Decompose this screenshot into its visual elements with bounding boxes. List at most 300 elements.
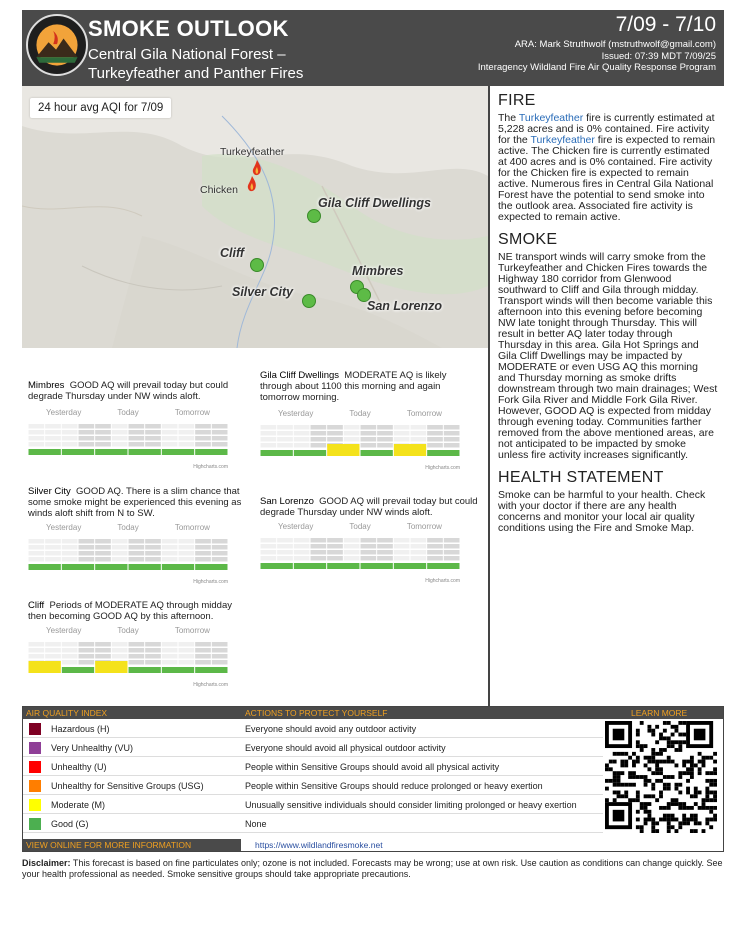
qr-module	[702, 802, 706, 806]
qr-module	[640, 825, 644, 829]
qr-module	[659, 752, 663, 756]
qr-module	[675, 829, 679, 833]
qr-module	[690, 763, 694, 767]
aqi-grid-cell	[394, 556, 410, 561]
qr-module	[713, 752, 717, 756]
aqi-bar-moderate	[29, 661, 61, 673]
disclaimer-label: Disclaimer:	[22, 858, 71, 868]
qr-module	[698, 821, 702, 825]
aqi-category: Moderate (M)	[51, 800, 106, 810]
qr-module	[690, 829, 694, 833]
qr-module	[613, 798, 617, 802]
program-logo	[26, 14, 88, 76]
aqi-grid-cell	[195, 436, 211, 441]
qr-module	[671, 775, 675, 779]
qr-module	[636, 733, 640, 737]
cliff-marker[interactable]	[250, 258, 264, 272]
qr-module	[659, 760, 663, 764]
qr-module	[713, 818, 717, 822]
aqi-bar-good	[62, 667, 94, 673]
aqi-bar-good	[427, 450, 459, 456]
aqi-grid-cell	[377, 550, 393, 555]
qr-module	[675, 725, 679, 729]
qr-module	[705, 779, 709, 783]
aqi-grid-cell	[261, 556, 277, 561]
aqi-grid-cell	[212, 424, 228, 429]
qr-module	[605, 767, 609, 771]
aqi-grid-cell	[277, 437, 293, 442]
aqi-grid-cell	[129, 430, 145, 435]
qr-module	[647, 756, 651, 760]
aqi-grid-cell	[145, 545, 161, 550]
aqi-grid-cell	[311, 431, 327, 436]
qr-module	[655, 829, 659, 833]
qr-module	[671, 733, 675, 737]
qr-module	[682, 821, 686, 825]
aqi-grid-cell	[112, 557, 128, 562]
aqi-grid-cell	[212, 545, 228, 550]
aqi-grid-cell	[427, 556, 443, 561]
qr-module	[655, 821, 659, 825]
program-name: Interagency Wildland Fire Air Quality Response Program	[477, 62, 716, 73]
site-mimbres	[28, 380, 248, 470]
qr-module	[686, 771, 690, 775]
aqi-grid-cell	[327, 425, 343, 430]
qr-module	[663, 748, 667, 752]
aqi-bar-chart	[28, 535, 228, 571]
qr-module	[663, 736, 667, 740]
aqi-grid-cell	[261, 425, 277, 430]
chart-credit: Highcharts.com	[425, 465, 460, 471]
aqi-grid-cell	[444, 425, 460, 430]
qr-module	[690, 775, 694, 779]
aqi-action: Everyone should avoid all physical outdoor activity	[245, 743, 446, 753]
qr-module	[663, 814, 667, 818]
aqi-grid-cell	[129, 551, 145, 556]
qr-module	[713, 791, 717, 795]
qr-module	[690, 818, 694, 822]
qr-module	[698, 767, 702, 771]
aqi-grid-cell	[427, 544, 443, 549]
aqi-grid-cell	[195, 539, 211, 544]
qr-module	[709, 783, 713, 787]
day-labels: Yesterday Today Tomorrow	[46, 523, 210, 532]
qr-module	[636, 775, 640, 779]
aqi-action: Everyone should avoid any outdoor activity	[245, 724, 417, 734]
aqi-bar-good	[195, 667, 227, 673]
aqi-grid-cell	[79, 424, 95, 429]
aqi-bar-good	[162, 667, 194, 673]
aqi-grid-cell	[179, 660, 195, 665]
qr-module	[613, 752, 617, 756]
qr-module	[659, 794, 663, 798]
qr-module	[644, 779, 648, 783]
aqi-grid-cell	[377, 538, 393, 543]
qr-module	[636, 794, 640, 798]
aqi-grid-cell	[129, 660, 145, 665]
qr-module	[698, 791, 702, 795]
qr-module	[613, 760, 617, 764]
qr-module	[647, 767, 651, 771]
aqi-grid-cell	[411, 544, 427, 549]
qr-module	[651, 794, 655, 798]
qr-module	[675, 798, 679, 802]
aqi-grid-cell	[162, 442, 178, 447]
aqi-grid-cell	[95, 654, 111, 659]
qr-module	[671, 814, 675, 818]
qr-module	[690, 756, 694, 760]
qr-module	[690, 771, 694, 775]
aqi-grid-cell	[79, 642, 95, 647]
issue-info	[478, 39, 716, 74]
qr-module	[644, 763, 648, 767]
aqi-grid-cell	[394, 425, 410, 430]
site-name: Silver City	[28, 486, 71, 497]
aqi-bar-good	[294, 563, 326, 569]
aqi-grid-cell	[311, 550, 327, 555]
silver-city-label: Silver City	[232, 285, 294, 299]
aqi-grid-cell	[145, 436, 161, 441]
aqi-grid-cell	[95, 430, 111, 435]
aqi-grid-cell	[62, 551, 78, 556]
qr-module	[678, 806, 682, 810]
qr-module	[709, 818, 713, 822]
aqi-grid-cell	[261, 538, 277, 543]
qr-module	[667, 818, 671, 822]
aqi-grid-cell	[29, 551, 45, 556]
aqi-grid-cell	[62, 436, 78, 441]
aqi-grid-cell	[344, 431, 360, 436]
aqi-grid-cell	[62, 557, 78, 562]
qr-module	[640, 744, 644, 748]
aqi-grid-cell	[411, 425, 427, 430]
aqi-grid-cell	[179, 654, 195, 659]
aqi-grid-cell	[344, 425, 360, 430]
issued-time: Issued: 07:39 MDT 7/09/25	[601, 50, 716, 62]
aqi-grid-cell	[212, 436, 228, 441]
aqi-grid-cell	[261, 550, 277, 555]
aqi-grid-cell	[112, 648, 128, 653]
aqi-grid-cell	[327, 550, 343, 555]
aqi-grid-cell	[277, 443, 293, 448]
qr-module	[705, 821, 709, 825]
aqi-grid-cell	[79, 660, 95, 665]
aqi-color-swatch	[29, 780, 41, 792]
ara-contact: ARA: Mark Struthwolf (mstruthwolf@gmail.com)	[514, 39, 716, 50]
qr-module	[709, 771, 713, 775]
qr-module	[624, 752, 628, 756]
qr-module	[636, 825, 640, 829]
qr-module	[709, 825, 713, 829]
qr-module	[671, 825, 675, 829]
qr-module	[632, 763, 636, 767]
turkeyfeather-link[interactable]: Turkeyfeather	[530, 134, 595, 146]
aqi-grid-cell	[129, 539, 145, 544]
qr-module	[667, 829, 671, 833]
aqi-grid-cell	[261, 431, 277, 436]
qr-module	[682, 802, 686, 806]
aqi-grid-cell	[444, 443, 460, 448]
qr-module	[690, 814, 694, 818]
aqi-grid-cell	[95, 648, 111, 653]
qr-module	[675, 802, 679, 806]
qr-finder-pattern	[613, 729, 625, 741]
aqi-grid-cell	[311, 443, 327, 448]
aqi-bar-good	[62, 564, 94, 570]
qr-module	[628, 771, 632, 775]
qr-module	[686, 791, 690, 795]
site-gila-cliff-dwellings	[260, 370, 480, 471]
chart-credit: Highcharts.com	[193, 682, 228, 688]
aqi-grid-cell	[327, 431, 343, 436]
aqi-grid-cell	[179, 557, 195, 562]
aqi-grid-cell	[377, 556, 393, 561]
aqi-grid-cell	[29, 654, 45, 659]
qr-module	[617, 775, 621, 779]
qr-module	[682, 763, 686, 767]
qr-module	[694, 794, 698, 798]
aqi-grid-cell	[145, 430, 161, 435]
qr-module	[702, 806, 706, 810]
aqi-grid-cell	[179, 539, 195, 544]
aqi-bar-good	[427, 563, 459, 569]
qr-module	[644, 818, 648, 822]
aqi-grid-cell	[212, 539, 228, 544]
learn-more-header: LEARN MORE	[631, 708, 688, 718]
qr-module	[605, 798, 609, 802]
chicken-label: Chicken	[200, 184, 238, 196]
qr-module	[694, 787, 698, 791]
qr-module	[644, 821, 648, 825]
aqi-grid-cell	[444, 550, 460, 555]
aqi-grid-cell	[79, 539, 95, 544]
chart-credit: Highcharts.com	[425, 578, 460, 584]
qr-module	[663, 729, 667, 733]
aqi-category-row	[23, 739, 603, 757]
qr-module	[667, 740, 671, 744]
aqi-grid-cell	[145, 539, 161, 544]
aqi-grid-cell	[79, 551, 95, 556]
aqi-grid-cell	[311, 544, 327, 549]
qr-module	[713, 767, 717, 771]
qr-module	[678, 775, 682, 779]
aqi-grid-cell	[195, 430, 211, 435]
aqi-grid-cell	[444, 431, 460, 436]
qr-module	[686, 787, 690, 791]
qr-finder-pattern	[694, 729, 706, 741]
qr-module	[644, 744, 648, 748]
qr-module	[713, 779, 717, 783]
aqi-grid-cell	[79, 648, 95, 653]
qr-module	[690, 794, 694, 798]
site-name: Cliff	[28, 600, 45, 611]
aqi-grid-cell	[294, 544, 310, 549]
qr-module	[694, 829, 698, 833]
qr-module	[644, 783, 648, 787]
qr-module	[609, 767, 613, 771]
aqi-grid-cell	[444, 544, 460, 549]
aqi-grid-cell	[361, 437, 377, 442]
qr-module	[671, 740, 675, 744]
turkeyfeather-link[interactable]: Turkeyfeather	[518, 112, 584, 124]
qr-module	[682, 806, 686, 810]
aqi-grid-cell	[162, 424, 178, 429]
qr-module	[640, 721, 644, 725]
turkeyfeather-label: Turkeyfeather	[220, 146, 285, 158]
aqi-grid-cell	[112, 642, 128, 647]
aqi-grid-cell	[344, 544, 360, 549]
qr-module	[682, 814, 686, 818]
qr-module	[647, 802, 651, 806]
aqi-grid-cell	[361, 443, 377, 448]
qr-module	[628, 798, 632, 802]
qr-module	[659, 771, 663, 775]
qr-module	[702, 798, 706, 802]
qr-module	[655, 752, 659, 756]
aqi-grid-cell	[62, 660, 78, 665]
aqi-grid-cell	[444, 538, 460, 543]
aqi-map	[22, 86, 488, 348]
qr-code[interactable]	[605, 721, 717, 833]
qr-module	[636, 810, 640, 814]
aqi-grid-cell	[162, 648, 178, 653]
aqi-grid-cell	[311, 556, 327, 561]
qr-module	[678, 721, 682, 725]
aqi-grid-cell	[411, 437, 427, 442]
qr-module	[659, 733, 663, 737]
qr-module	[709, 798, 713, 802]
qr-module	[659, 806, 663, 810]
qr-module	[620, 760, 624, 764]
qr-module	[698, 752, 702, 756]
site-name: San Lorenzo	[260, 496, 314, 507]
aqi-bar-good	[29, 449, 61, 455]
aqi-grid-cell	[195, 557, 211, 562]
qr-module	[636, 744, 640, 748]
qr-module	[667, 787, 671, 791]
qr-module	[613, 783, 617, 787]
aqi-grid-cell	[427, 538, 443, 543]
aqi-grid-cell	[45, 654, 61, 659]
aqi-grid-cell	[294, 431, 310, 436]
aqi-grid-cell	[195, 551, 211, 556]
gila-cliff-dwellings-label: Gila Cliff Dwellings	[318, 196, 431, 210]
aqi-grid-cell	[261, 544, 277, 549]
qr-module	[644, 810, 648, 814]
qr-module	[640, 775, 644, 779]
qr-module	[659, 736, 663, 740]
qr-module	[667, 814, 671, 818]
aqi-grid-cell	[45, 436, 61, 441]
aqi-grid-cell	[129, 442, 145, 447]
aqi-grid-cell	[62, 430, 78, 435]
qr-module	[624, 783, 628, 787]
aqi-grid-cell	[311, 538, 327, 543]
aqi-grid-cell	[427, 437, 443, 442]
qr-module	[632, 798, 636, 802]
qr-module	[694, 763, 698, 767]
aqi-grid-cell	[311, 437, 327, 442]
aqi-grid-cell	[195, 660, 211, 665]
aqi-grid-cell	[112, 654, 128, 659]
qr-module	[675, 729, 679, 733]
qr-module	[647, 810, 651, 814]
aqi-category-row	[23, 758, 603, 776]
qr-module	[675, 740, 679, 744]
aqi-grid-cell	[62, 442, 78, 447]
aqi-bar-moderate	[327, 444, 359, 456]
qr-module	[713, 814, 717, 818]
qr-module	[640, 748, 644, 752]
aqi-grid-cell	[179, 424, 195, 429]
aqi-grid-cell	[277, 544, 293, 549]
aqi-grid-cell	[162, 430, 178, 435]
qr-module	[667, 744, 671, 748]
site-forecast: GOOD AQ will prevail today but could degrade Thursday under NW winds aloft.	[28, 380, 229, 402]
qr-module	[651, 733, 655, 737]
qr-module	[632, 771, 636, 775]
aqi-grid-cell	[95, 424, 111, 429]
aqi-grid-cell	[212, 557, 228, 562]
aqi-grid-cell	[212, 442, 228, 447]
qr-module	[682, 721, 686, 725]
qr-module	[632, 752, 636, 756]
aqi-grid-cell	[344, 437, 360, 442]
qr-module	[651, 756, 655, 760]
aqi-grid-cell	[162, 436, 178, 441]
aqi-bar-good	[29, 564, 61, 570]
aqi-grid-cell	[145, 424, 161, 429]
aqi-grid-cell	[129, 642, 145, 647]
aqi-grid-cell	[411, 431, 427, 436]
aqi-color-swatch	[29, 761, 41, 773]
aqi-grid-cell	[162, 557, 178, 562]
aqi-grid-cell	[145, 648, 161, 653]
silver-city-marker[interactable]	[302, 294, 316, 308]
gila-cliff-dwellings-marker[interactable]	[307, 209, 321, 223]
aqi-bar-good	[294, 450, 326, 456]
aqi-table-footer	[23, 839, 603, 851]
aqi-grid-cell	[377, 544, 393, 549]
aqi-bar-good	[129, 449, 161, 455]
qr-module	[644, 794, 648, 798]
qr-module	[659, 818, 663, 822]
san-lorenzo-label: San Lorenzo	[367, 299, 443, 313]
qr-module	[713, 806, 717, 810]
aqi-action: People within Sensitive Groups should avoid all physical activity	[245, 762, 500, 772]
qr-module	[632, 775, 636, 779]
day-labels: Yesterday Today Tomorrow	[46, 626, 210, 635]
page-title: SMOKE OUTLOOK	[88, 16, 289, 41]
site-forecast: GOOD AQ will prevail today but could degrade Thursday under NW winds aloft.	[260, 496, 478, 518]
qr-module	[671, 725, 675, 729]
qr-module	[647, 818, 651, 822]
qr-module	[651, 783, 655, 787]
qr-module	[651, 821, 655, 825]
website-link[interactable]: https://www.wildlandfiresmoke.net	[255, 840, 383, 850]
aqi-grid-cell	[411, 538, 427, 543]
aqi-grid-cell	[195, 648, 211, 653]
qr-module	[686, 821, 690, 825]
qr-module	[686, 767, 690, 771]
aqi-bar-good	[394, 563, 426, 569]
qr-module	[663, 760, 667, 764]
qr-module	[659, 748, 663, 752]
aqi-grid-cell	[179, 648, 195, 653]
qr-module	[667, 783, 671, 787]
qr-module	[647, 725, 651, 729]
aqi-color-swatch	[29, 742, 41, 754]
